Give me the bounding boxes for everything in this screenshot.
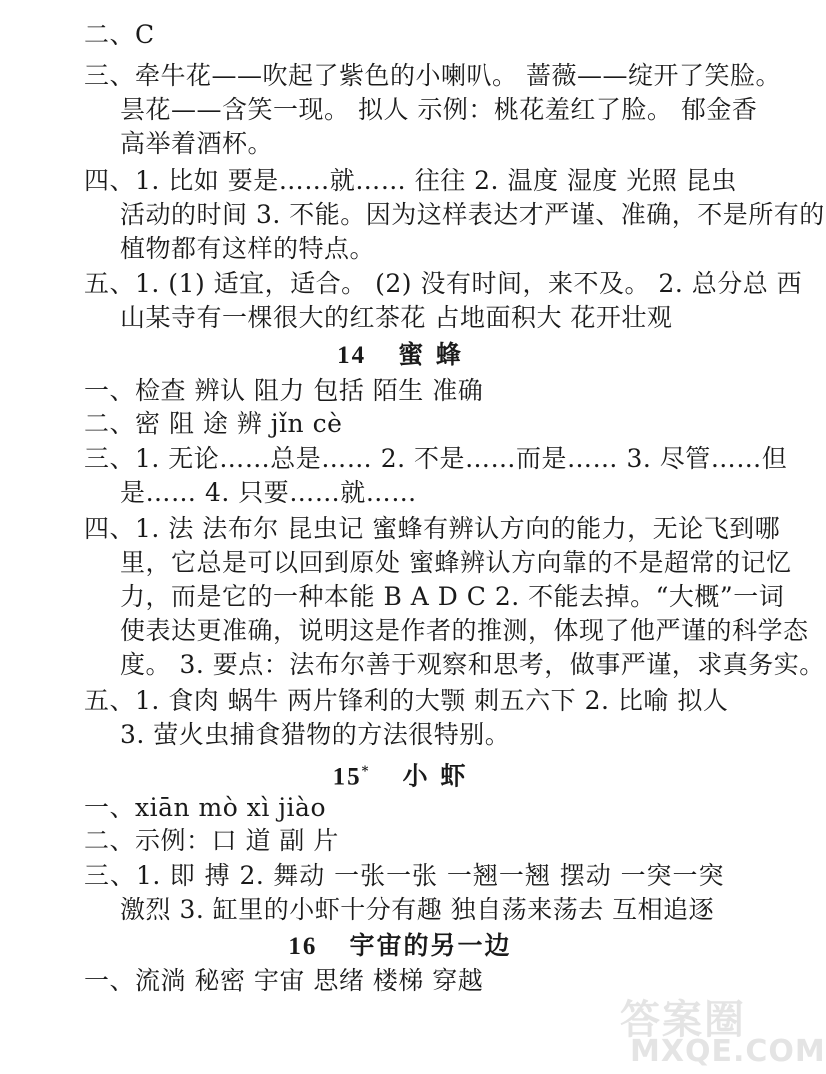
optional-mark: *: [361, 764, 371, 779]
answer-line: 激烈 3. 缸里的小虾十分有趣 独自荡来荡去 互相追逐: [120, 895, 715, 924]
answer-line: 二、密 阻 途 辨 jǐn cè: [84, 409, 343, 438]
answer-line: 3. 萤火虫捕食猎物的方法很特别。: [120, 720, 511, 749]
watermark-url: MXQE.COM: [630, 1034, 826, 1069]
answer-line: 高举着酒杯。: [120, 129, 274, 158]
answer-line: 活动的时间 3. 不能。因为这样表达才严谨、准确，不是所有的: [120, 200, 825, 229]
answer-line: 四、1. 比如 要是……就…… 往往 2. 温度 湿度 光照 昆虫: [84, 166, 737, 195]
lesson-number: 15: [332, 763, 362, 791]
answer-line: 一、检查 辨认 阻力 包括 陌生 准确: [84, 376, 484, 405]
answer-line: 力，而是它的一种本能 B A D C 2. 不能去掉。“大概”一词: [120, 582, 785, 611]
answer-line: 使表达更准确，说明这是作者的推测，体现了他严谨的科学态: [120, 616, 809, 645]
watermark: [590, 988, 826, 1070]
answer-line: 五、1. 食肉 蜗牛 两片锋利的大颚 刺五六下 2. 比喻 拟人: [84, 686, 729, 715]
answer-line: 植物都有这样的特点。: [120, 234, 376, 263]
answer-line: 一、xiān mò xì jiào: [84, 793, 326, 822]
lesson-name: 蜜 蜂: [398, 340, 463, 369]
answer-line: 一、流淌 秘密 宇宙 思绪 楼梯 穿越: [84, 966, 484, 995]
answer-line: 三、牵牛花——吹起了紫色的小喇叭。 蔷薇——绽开了笑脸。: [84, 61, 781, 90]
answer-line: 四、1. 法 法布尔 昆虫记 蜜蜂有辨认方向的能力，无论飞到哪: [84, 514, 781, 543]
lesson-title-14: [0, 338, 800, 373]
answer-line: 三、1. 即 搏 2. 舞动 一张一张 一翘一翘 摆动 一突一突: [84, 861, 724, 890]
lesson-title-15: [0, 755, 800, 794]
lesson-number: 14: [337, 342, 367, 369]
lesson-name: 宇宙的另一边: [349, 931, 512, 960]
answer-line: 二、示例：口 道 副 片: [84, 826, 339, 855]
answer-line: 度。 3. 要点：法布尔善于观察和思考，做事严谨，求真务实。: [120, 650, 825, 679]
lesson-title-16: [0, 929, 800, 964]
answer-line: 五、1. (1) 适宜，适合。 (2) 没有时间，来不及。 2. 总分总 西: [84, 269, 803, 298]
answer-line: 昙花——含笑一现。 拟人 示例：桃花羞红了脸。 郁金香: [120, 95, 758, 124]
watermark-logo-text: 答案圈: [620, 997, 746, 1043]
answer-line: 山某寺有一棵很大的红茶花 占地面积大 花开壮观: [120, 303, 673, 332]
answer-line: 三、1. 无论……总是…… 2. 不是……而是…… 3. 尽管……但: [84, 444, 788, 473]
answer-line: 二、C: [84, 20, 155, 49]
answer-line: 里，它总是可以回到原处 蜜蜂辨认方向靠的不是超常的记忆: [120, 548, 792, 577]
answer-line: 是…… 4. 只要……就……: [120, 478, 417, 507]
lesson-number: 16: [288, 933, 318, 960]
lesson-name: 小 虾: [402, 761, 468, 791]
